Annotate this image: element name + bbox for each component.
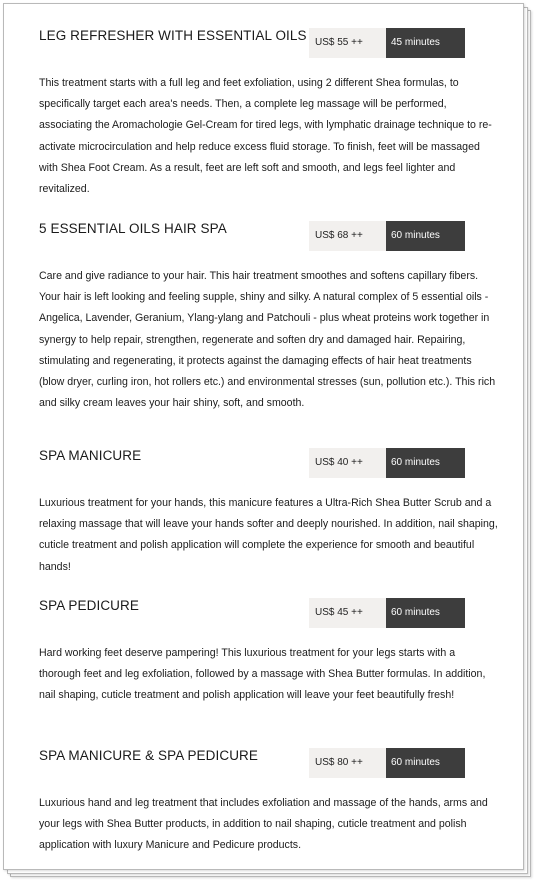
duration-tag: 60 minutes <box>386 448 465 478</box>
price-tag: US$ 80 ++ <box>309 748 386 778</box>
service-title: LEG REFRESHER WITH ESSENTIAL OILS <box>39 28 307 43</box>
service-description: Hard working feet deserve pampering! This luxurious treatment for your legs starts with a thorough feet and leg exfoliation, followed by a massage with Shea Butter formulas. In addition, nail shaping, cuticle treatment and polish application will leave your feet beautifully fresh! <box>39 647 486 702</box>
duration-tag: 60 minutes <box>386 748 465 778</box>
duration-tag: 60 minutes <box>386 221 465 251</box>
service-description: Care and give radiance to your hair. This hair treatment smoothes and softens capillary fibers. Your hair is left looking and feeling supple, shiny and silky. A natural complex of 5 essential oils - Angelica, Lavender, Geranium, Ylang-ylang and Patchouli - plus wheat proteins work together in synergy to help repair, strengthen, regenerate and soften dry and damaged hair. Repairing, stimulating and regenerating, it protects against the damaging effects of hair heat treatments (blow dryer, curling iron, hot rollers etc.) and environmental stresses (sun, pollution etc.). This rich and silky cream leaves your hair shiny, soft, and smooth. <box>39 270 496 410</box>
price-tag: US$ 40 ++ <box>309 448 386 478</box>
duration-tag: 45 minutes <box>386 28 465 58</box>
service-description: Luxurious hand and leg treatment that includes exfoliation and massage of the hands, arms and your legs with Shea Butter products, in addition to nail shaping, cuticle treatment and polish application with luxury Manicure and Pedicure products. <box>39 797 488 852</box>
price-tag: US$ 55 ++ <box>309 28 386 58</box>
price-tag: US$ 45 ++ <box>309 598 386 628</box>
service-title: SPA MANICURE & SPA PEDICURE <box>39 748 259 763</box>
service-description: This treatment starts with a full leg and feet exfoliation, using 2 different Shea formulas, to specifically target each area's needs. Then, a complete leg massage will be performed, associating the Aromachologie Gel-Cream for tired legs, with lymphatic drainage technique to re-activate microcirculation and help reduce excess fluid storage. To finish, feet will be massaged with Shea Foot Cream. As a result, feet are left soft and smooth, and legs feel lighter and revitalized. <box>39 77 492 196</box>
duration-tag: 60 minutes <box>386 598 465 628</box>
service-description: Luxurious treatment for your hands, this manicure features a Ultra-Rich Shea Butter Scrub and a relaxing massage that will leave your hands softer and deeply nourished. In addition, nail shaping, cuticle treatment and polish application will complete the experience for smooth and beautiful hands! <box>39 497 498 573</box>
service-title: SPA MANICURE <box>39 448 142 463</box>
price-tag: US$ 68 ++ <box>309 221 386 251</box>
service-title: 5 ESSENTIAL OILS HAIR SPA <box>39 221 227 236</box>
service-title: SPA PEDICURE <box>39 598 139 613</box>
